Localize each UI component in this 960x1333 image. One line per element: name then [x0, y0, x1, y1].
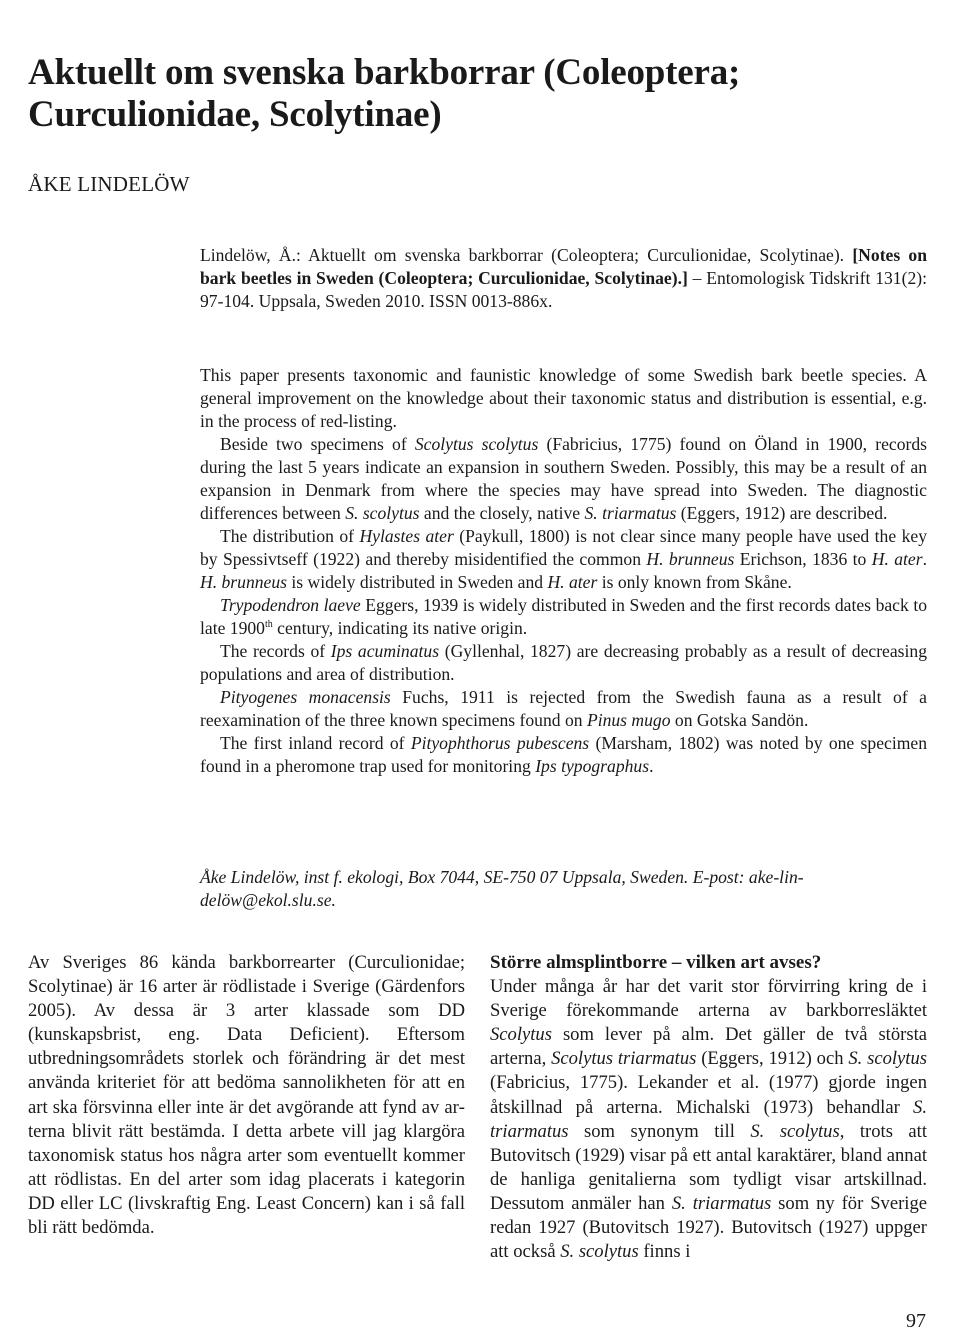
species-name: S. triarmatus [671, 1192, 772, 1214]
section-heading: Större almsplintborre – vilken art avses? [490, 952, 822, 973]
text: (Eggers, 1912) are described. [676, 503, 888, 523]
text: . [649, 756, 654, 776]
text: and the closely, native [419, 503, 585, 523]
text: (Fabricius, 1775). Lekander et al. (1977) gjorde ingen åtskillnad på arterna. Michalski (1973) behandlar [490, 1072, 927, 1118]
text: som synonym till [568, 1120, 751, 1142]
abstract-paragraph [200, 732, 927, 778]
species-name: Pityophthorus pubescens [410, 733, 590, 753]
author-name: ÅKE LINDELÖW [28, 172, 190, 196]
species-name: S. triarmatus [584, 503, 677, 523]
text: (Eggers, 1912) och [696, 1048, 849, 1070]
species-name: Trypodendron laeve [220, 595, 361, 615]
text: Eggers, 1939 is widely distributed in Sweden and the first records dates back to late 1900 [200, 595, 927, 638]
text: , trots att Butovitsch (1929) visar på ett antal karaktärer, bland annat de hanliga genitalierna som tydligt visar artskillnad. Dessutom anmäler han [490, 1120, 928, 1214]
text: Fuchs, 1911 is rejected from the Swedish fauna as a result of a reexamination of the three known specimens found on [200, 687, 927, 730]
body-paragraph: Av Sveriges 86 kända barkborrearter (Curculionidae; Scolytinae) är 16 arter är rödlistade i Sverige (Gärdenfors 2005). Av dessa är 3 arter klassade som DD (kunskapsbrist, eng. Data Deficient). Eftersom utbredningsområdets storlek och förändring är det mest använda kriteriet för att bedöma sannolikheten för att en art ska försvinna eller inte är det avgörande att fynd av arterna blivit rätt bestämda. I detta arbete vill jag klargöra taxonomisk status hos några arter som eventuellt kommer att rödlistas. En del arter som idag placerats i kategorin DD eller LC (livskraftig Eng. Least Concern) kan i så fall bli rätt bedömda. [28, 952, 465, 1239]
species-name: S. triarmatus [490, 1096, 927, 1142]
species-name: Ips acuminatus [330, 641, 440, 661]
superscript: th [264, 619, 273, 631]
species-name: S. scolytus [345, 503, 420, 523]
abstract-paragraph [200, 640, 927, 686]
citation-journal: – Entomologisk Tidskrift 131(2): 97-104. Uppsala, Sweden 2010. ISSN 0013-886x. [200, 268, 927, 311]
text: (Gyllenhal, 1827) are decreasing probably as a result of decreasing populations and area of distribution. [200, 641, 927, 684]
species-name: Scolytus [490, 1024, 552, 1046]
text: Beside two specimens of [220, 434, 415, 454]
text: Erichson, 1836 to [734, 549, 872, 569]
species-name: Hylastes ater [359, 526, 454, 546]
abstract-paragraph [200, 433, 927, 525]
body-column-right [490, 951, 927, 1264]
text: (Paykull, 1800) is not clear since many people have used the key by Spessivtseff (1922) and thereby misidentified the common [200, 526, 927, 569]
species-name: Ips typographus [535, 756, 650, 776]
text: The first inland record of [220, 733, 411, 753]
article-title-line-1: Aktuellt om svenska barkborrar (Coleoptera; [28, 52, 741, 93]
text: finns i [638, 1241, 691, 1263]
citation-text: Lindelöw, Å.: Aktuellt om svenska barkborrar (Coleoptera; Curculionidae, Scolytinae). [200, 245, 845, 265]
citation [200, 244, 927, 313]
citation-english-title: [Notes on bark beetles in Sweden (Coleoptera; Curculionidae, Scolytinae).] [200, 245, 928, 288]
abstract [200, 364, 927, 778]
species-name: S. scolytus [848, 1048, 928, 1070]
author-address: Åke Lindelöw, inst f. ekologi, Box 7044, SE-750 07 Uppsala, Sweden. E-post: ake-lindelöw@ekol.slu.se. [200, 867, 804, 910]
text: som lever på alm. Det gäller de två största arterna, [490, 1024, 927, 1070]
body-paragraph [490, 975, 927, 1264]
species-name: H. ater [547, 572, 598, 592]
body-column-left [28, 951, 465, 1240]
abstract-paragraph [200, 686, 927, 732]
text: (Marsham, 1802) was noted by one specimen found in a pheromone trap used for monitoring [200, 733, 927, 776]
species-name: Pityogenes monacensis [220, 687, 391, 707]
abstract-paragraph [200, 525, 927, 594]
text: on Gotska Sandön. [670, 710, 809, 730]
text: The records of [220, 641, 331, 661]
page-number: 97 [906, 1310, 926, 1332]
species-name: Scolytus scolytus [414, 434, 539, 454]
text: The distribution of [220, 526, 360, 546]
text: . [922, 549, 927, 569]
species-name: Scolytus triarmatus [551, 1048, 697, 1070]
text: is widely distributed in Sweden and [287, 572, 548, 592]
species-name: H. brunneus [200, 572, 287, 592]
text: Under många år har det varit stor förvirring kring de i Sverige förekommande arterna av barkborresläktet [490, 976, 927, 1022]
text: century, indicating its native origin. [272, 618, 528, 638]
text: som ny för Sverige redan 1927 (Butovitsch 1927). Butovitsch (1927) uppger att också [490, 1192, 927, 1263]
article-title-line-2: Curculionidae, Scolytinae) [28, 94, 442, 135]
species-name: H. brunneus [646, 549, 735, 569]
text: is only known from Skåne. [597, 572, 792, 592]
abstract-paragraph [200, 594, 927, 640]
species-name: S. scolytus [750, 1120, 840, 1142]
article-title [28, 52, 928, 136]
text: (Fabricius, 1775) found on Öland in 1900, records during the last 5 years indicate an expansion in southern Sweden. Possibly, this may be a result of an expansion in Denmark from where the species may have spread into Sweden. The diagnostic differences between [200, 434, 928, 523]
abstract-paragraph: This paper presents taxonomic and faunistic knowledge of some Swedish bark beetle species. A general improvement on the knowledge about their taxonomic status and distribution is essential, e.g. in the process of red-listing. [200, 365, 927, 431]
species-name: H. ater [871, 549, 923, 569]
species-name: S. scolytus [560, 1241, 639, 1263]
species-name: Pinus mugo [586, 710, 671, 730]
